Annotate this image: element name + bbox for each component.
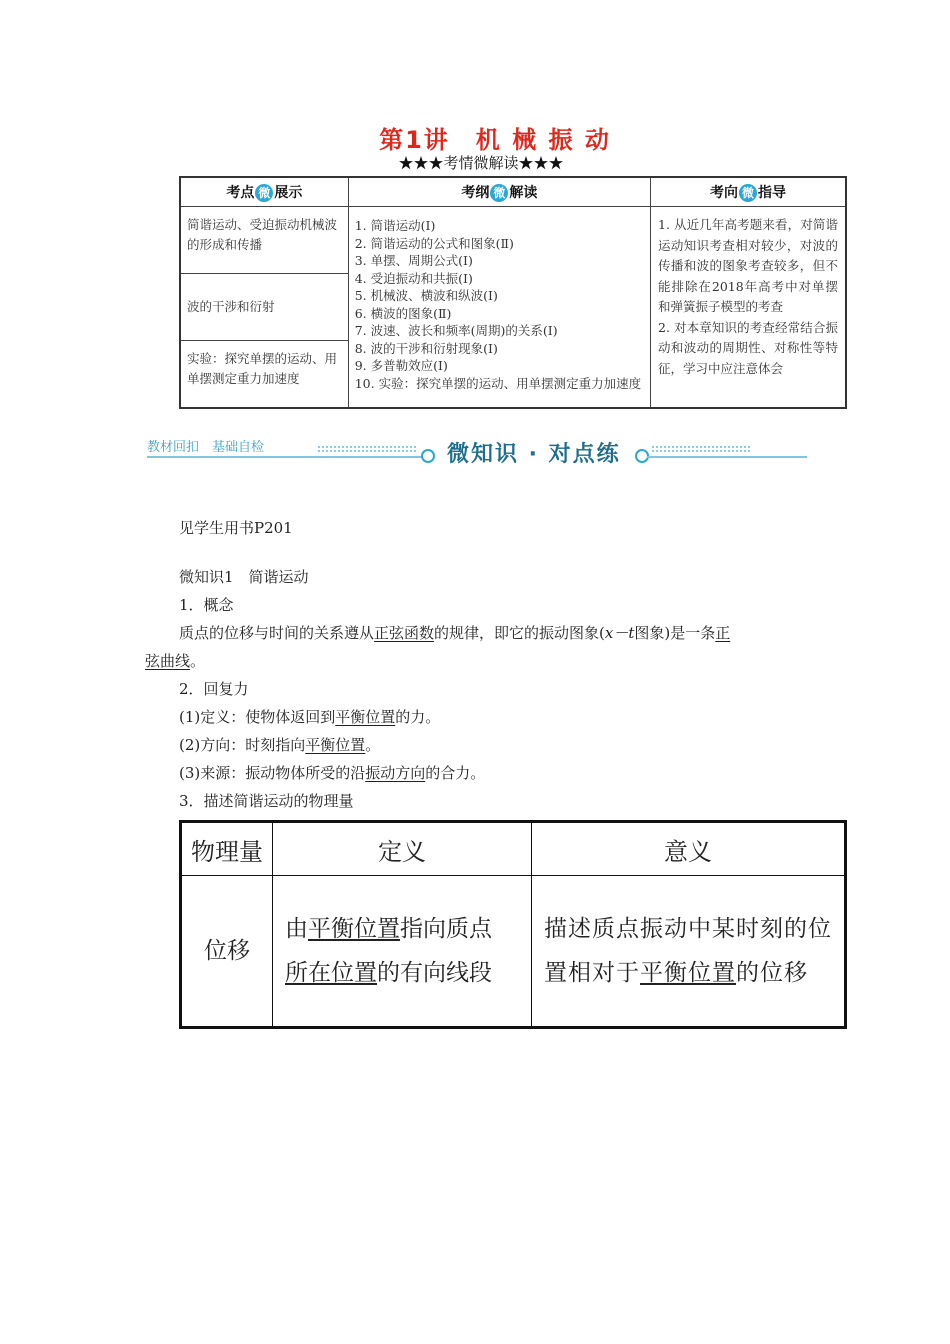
- topic-cell: 实验：探究单摆的运动、用单摆测定重力加速度: [180, 341, 348, 409]
- definition-line: [179, 703, 440, 731]
- text: 图象)是一条: [634, 624, 716, 642]
- page-title: 第1讲 机 械 振 动: [379, 126, 611, 154]
- text: 由: [285, 916, 308, 942]
- syllabus-item: 2. 简谐运动的公式和图象(Ⅱ): [354, 235, 514, 251]
- text: (3)来源：振动物体所受的沿: [179, 764, 366, 782]
- subtitle: ★★★考情微解读★★★: [398, 154, 564, 172]
- restoring-force-heading: 2．回复力: [179, 680, 249, 698]
- concept-paragraph-line1: [179, 619, 730, 647]
- physical-quantities-table: [179, 820, 847, 1029]
- quantities-heading: 3．描述简谐运动的物理量: [179, 792, 354, 810]
- header-topics: [180, 177, 348, 207]
- topic-cell: 简谐运动、受迫振动机械波的形成和传播: [180, 207, 348, 274]
- banner-title: 微知识 · 对点练: [447, 442, 621, 467]
- text: 描述质点振动中某时刻的位置相对于: [544, 916, 832, 986]
- syllabus-item: 1. 简谐运动(Ⅰ): [354, 218, 436, 233]
- header-guidance: [651, 177, 847, 207]
- source-line: [179, 759, 485, 787]
- reference-text: 见学生用书P201: [179, 519, 293, 537]
- answer-blank: 平衡位置: [640, 960, 736, 986]
- text: 。: [365, 736, 381, 754]
- text: (1)定义：使物体返回到: [179, 708, 336, 726]
- banner-dots: [317, 445, 417, 454]
- variable: x－t: [604, 624, 635, 642]
- answer-blank: 弦曲线: [145, 652, 191, 670]
- banner-left-label: 教材回扣 基础自检: [147, 440, 265, 455]
- syllabus-item: 9. 多普勒效应(Ⅰ): [354, 358, 448, 373]
- answer-blank: 平衡位置: [335, 708, 396, 726]
- header-quantity: 物理量: [181, 822, 273, 876]
- text: 的规律，即它的振动图象(: [434, 624, 605, 642]
- exam-table-row: [180, 207, 846, 274]
- quantities-header-row: [181, 822, 846, 876]
- exam-overview-table: [179, 176, 847, 409]
- banner-line: [147, 456, 427, 458]
- section-banner: [147, 436, 807, 470]
- text: 的有向线段: [377, 960, 492, 986]
- concept-paragraph-line2: [145, 647, 205, 675]
- quantity-definition: [273, 876, 532, 1028]
- header-text: 考向: [710, 185, 738, 201]
- text: 的位移: [736, 960, 808, 986]
- text: 的力。: [395, 708, 441, 726]
- quantity-meaning: [532, 876, 846, 1028]
- syllabus-item: 7. 波速、波长和频率(周期)的关系(Ⅰ): [354, 323, 558, 338]
- syllabus-item: 8. 波的干涉和衍射现象(Ⅰ): [354, 340, 498, 356]
- banner-line: [647, 456, 807, 458]
- syllabus-cell: [348, 207, 650, 409]
- wei-badge-icon: 微: [739, 184, 757, 202]
- direction-line: [179, 731, 380, 759]
- text: 质点的位移与时间的关系遵从: [179, 624, 375, 642]
- header-syllabus: [348, 177, 650, 207]
- syllabus-item: 4. 受迫振动和共振(Ⅰ): [354, 270, 473, 286]
- answer-blank: 平衡位置: [305, 736, 366, 754]
- syllabus-item: 5. 机械波、横波和纵波(Ⅰ): [354, 288, 498, 303]
- header-text: 指导: [758, 185, 786, 201]
- header-definition: 定义: [273, 822, 532, 876]
- concept-heading: 1．概念: [179, 596, 234, 614]
- text: (2)方向：时刻指向: [179, 736, 306, 754]
- header-text: 展示: [274, 185, 303, 201]
- answer-blank: 正: [715, 624, 731, 642]
- header-text: 解读: [509, 185, 538, 201]
- answer-blank: 平衡位置: [308, 916, 400, 942]
- text: 的合力。: [425, 764, 486, 782]
- section-heading: 微知识1 简谐运动: [179, 568, 309, 586]
- topic-cell: 波的干涉和衍射: [180, 274, 348, 341]
- guidance-item: 2. 对本章知识的考查经常结合振动和波动的周期性、对称性等特征，学习中应注意体会: [658, 319, 838, 376]
- banner-circle-icon: [421, 449, 435, 463]
- header-text: 考纲: [461, 185, 490, 201]
- syllabus-item: 3. 单摆、周期公式(Ⅰ): [354, 253, 473, 268]
- quantity-name: 位移: [181, 876, 273, 1028]
- text: 指向质点: [400, 916, 492, 942]
- guidance-item: 1. 从近几年高考题来看，对简谐运动知识考查相对较少，对波的传播和波的图象考查较多，但不能排除在2018年高考中对单摆和弹簧振子模型的考查: [658, 217, 838, 314]
- guidance-cell: [651, 207, 847, 409]
- header-text: 考点: [226, 185, 255, 201]
- banner-dots: [651, 445, 751, 454]
- syllabus-item: 6. 横波的图象(Ⅱ): [354, 305, 452, 321]
- header-meaning: 意义: [532, 822, 846, 876]
- quantities-row: [181, 876, 846, 1028]
- wei-badge-icon: 微: [490, 184, 508, 202]
- answer-blank: 所在位置: [285, 960, 377, 986]
- answer-blank: 正弦函数: [374, 624, 435, 642]
- wei-badge-icon: 微: [255, 184, 273, 202]
- exam-table-header-row: [180, 177, 846, 207]
- answer-blank: 振动方向: [365, 764, 426, 782]
- text: 。: [190, 652, 206, 670]
- syllabus-item: 10. 实验：探究单摆的运动、用单摆测定重力加速度: [354, 375, 642, 391]
